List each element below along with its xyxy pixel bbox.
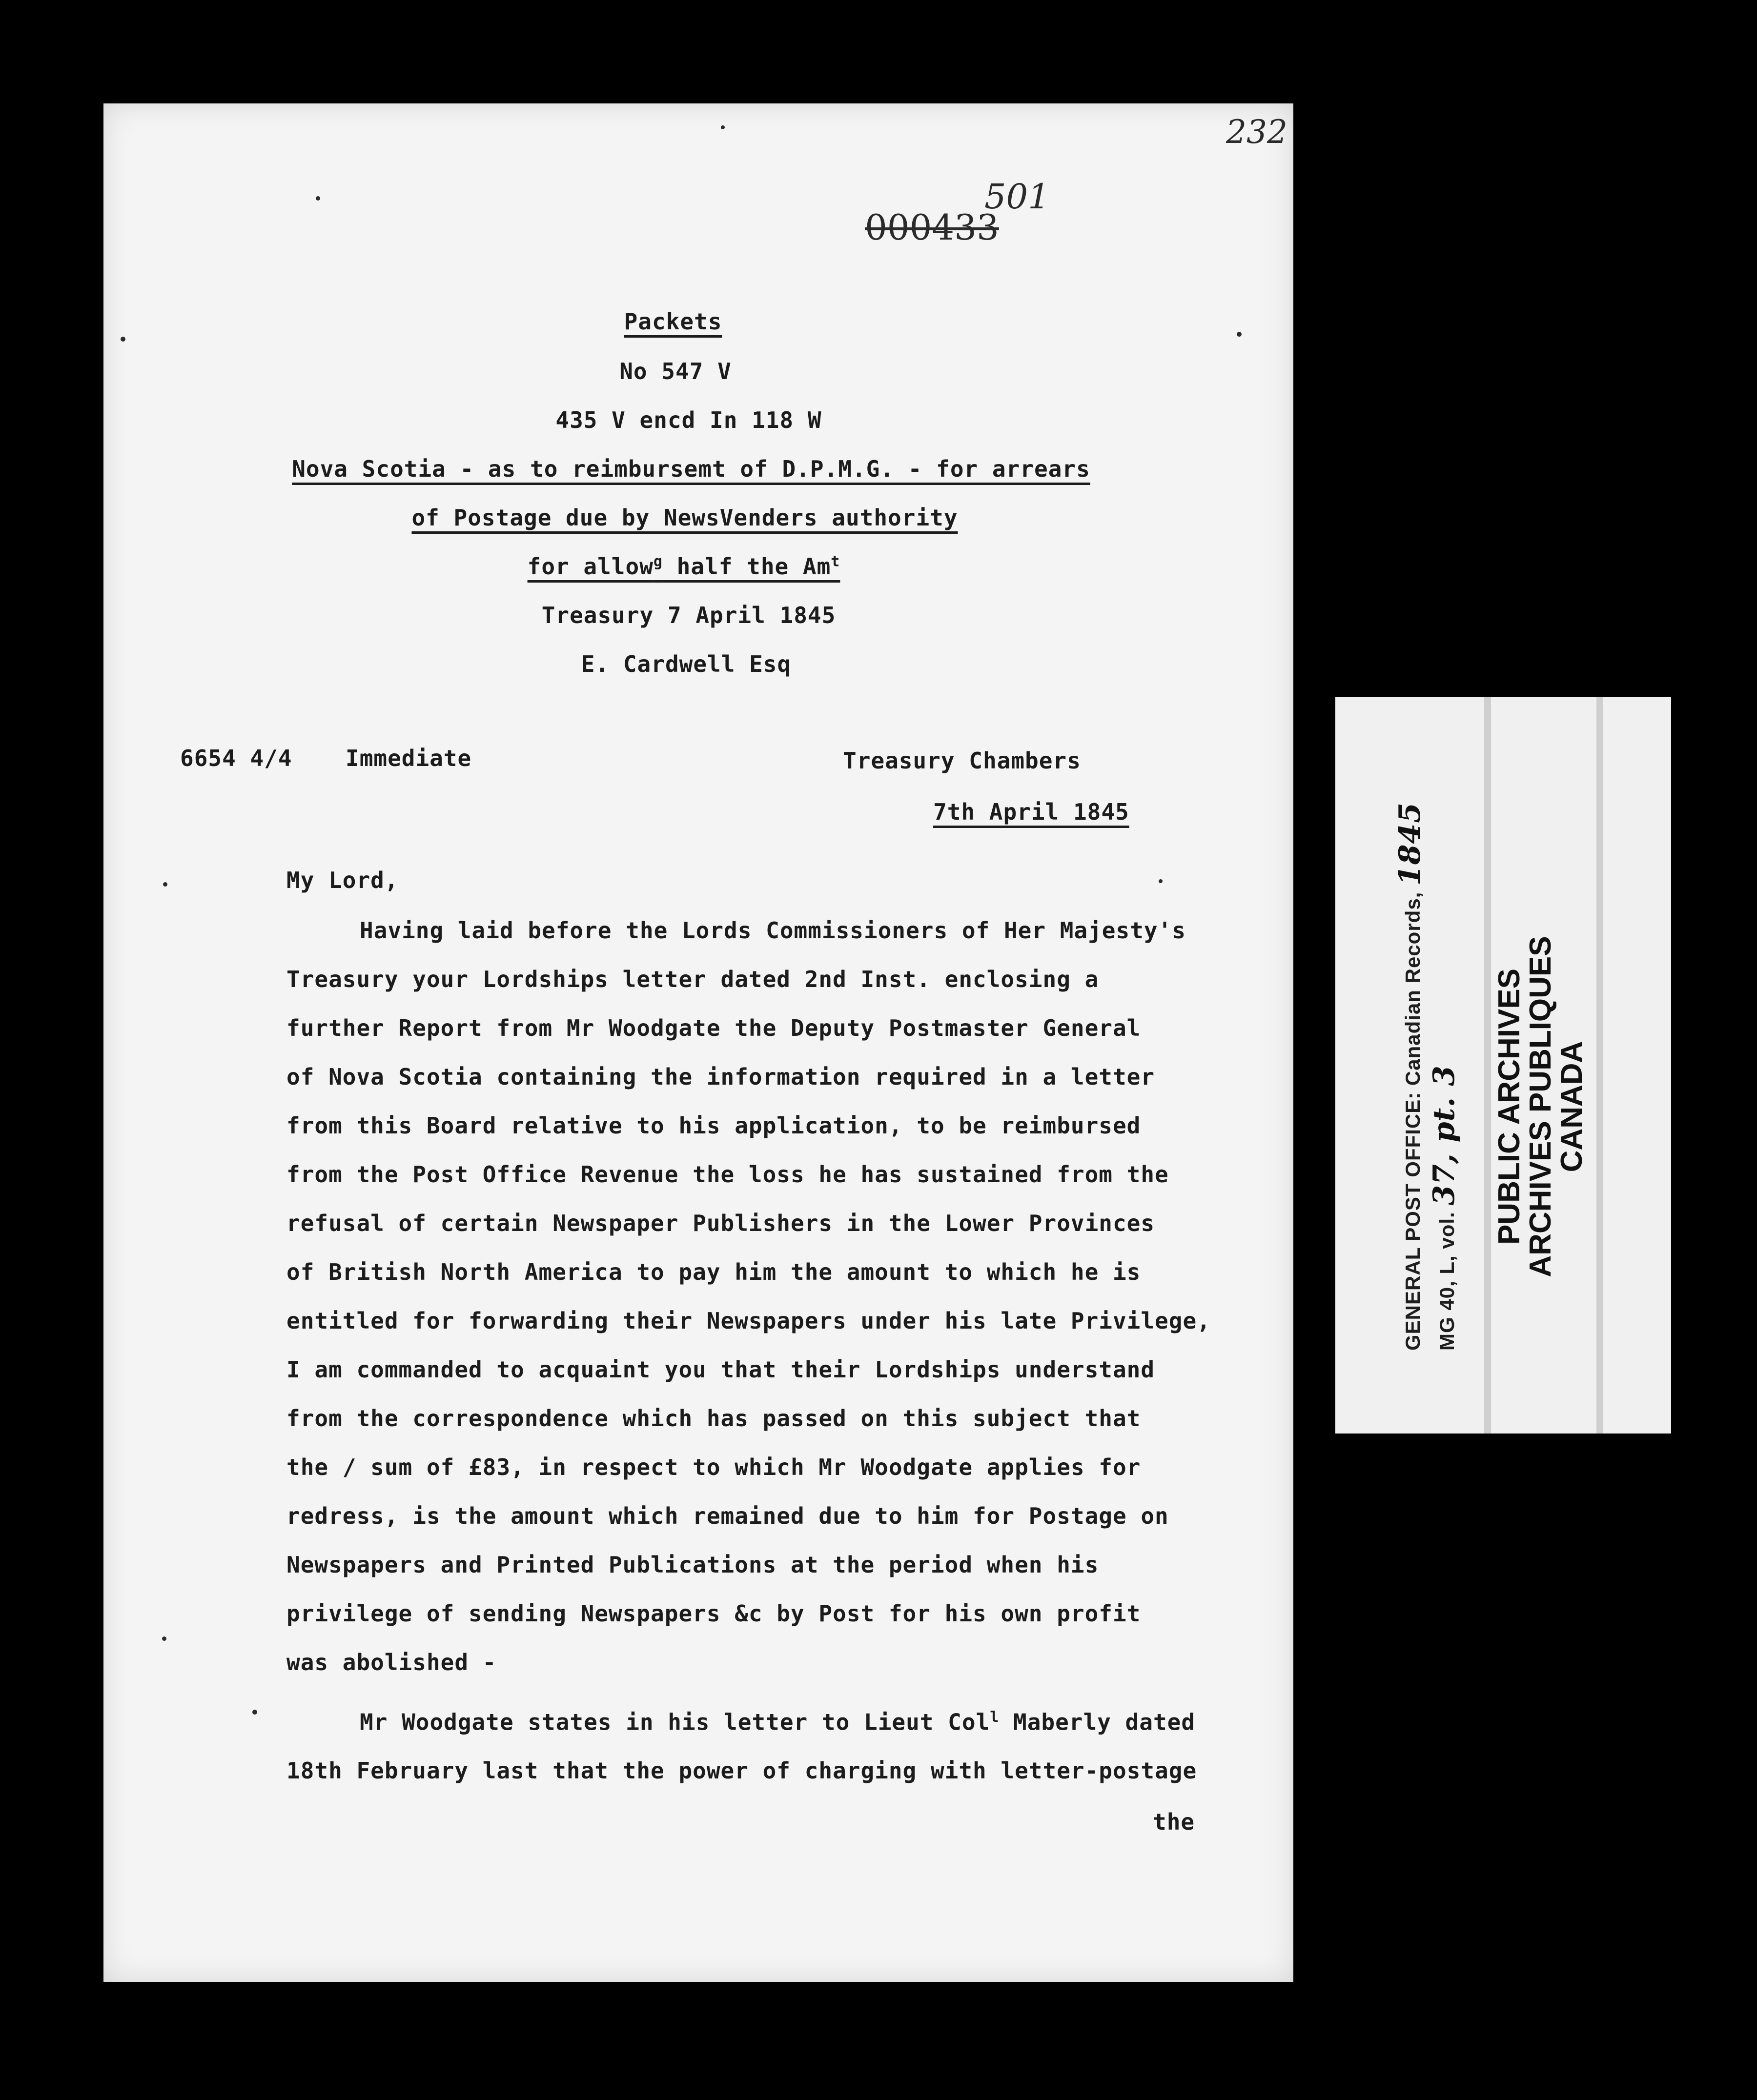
- docket-subject-line-2: of Postage due by NewsVenders authority: [411, 505, 958, 531]
- archive-stamp: [1494, 907, 1588, 1307]
- letter-priority: Immediate: [346, 745, 472, 771]
- folio-new-annotation: 501: [984, 177, 1050, 217]
- paper-speck: [252, 1710, 257, 1715]
- docket-date: Treasury 7 April 1845: [541, 602, 836, 628]
- letter-line: refusal of certain Newspaper Publishers in the Lower Provinces: [286, 1210, 1155, 1236]
- letter-line: redress, is the amount which remained due to him for Postage on: [286, 1503, 1169, 1529]
- archive-label: [1335, 697, 1671, 1434]
- docket-subject-line-1: Nova Scotia - as to reimbursemt of D.P.M.G. - for arrears: [292, 456, 1090, 482]
- folio-old-annotation: 000433: [865, 207, 999, 248]
- docket-number: No 547 V: [619, 358, 732, 384]
- letter-line: from the correspondence which has passed on this subject that: [286, 1405, 1141, 1432]
- archive-series-line-2: MG 40, L, vol. 37, pt. 3: [1427, 1065, 1461, 1351]
- paper-speck: [721, 125, 725, 129]
- letter-place: Treasury Chambers: [843, 747, 1081, 774]
- letter-line: privilege of sending Newspapers &c by Post for his own profit: [286, 1600, 1141, 1627]
- letter-line: Treasury your Lordships letter dated 2nd Inst. enclosing a: [286, 966, 1099, 992]
- letter-line: from the Post Office Revenue the loss he has sustained from the: [286, 1161, 1169, 1188]
- page-number-annotation: 232: [1226, 113, 1287, 151]
- paper-speck: [121, 337, 125, 342]
- docket-subject-line-3: for allow$^g$ half the Am$^t$: [527, 553, 840, 580]
- paper-speck: [1159, 879, 1163, 883]
- letter-reference: 6654 4/4: [180, 745, 292, 771]
- docket-title: Packets: [624, 308, 722, 335]
- archive-stamp-line-2: ARCHIVES PUBLIQUES: [1524, 936, 1557, 1277]
- letter-date: 7th April 1845: [933, 799, 1129, 825]
- letter-line: Having laid before the Lords Commissioners of Her Majesty's: [360, 917, 1186, 944]
- letter-line: of Nova Scotia containing the information required in a letter: [286, 1064, 1155, 1090]
- letter-line: was abolished -: [286, 1649, 497, 1676]
- letter-line: of British North America to pay him the amount to which he is: [286, 1259, 1141, 1285]
- archive-series-line-1: GENERAL POST OFFICE: Canadian Records, 1845: [1393, 802, 1427, 1351]
- paper-speck: [1237, 332, 1242, 337]
- docket-addressee: E. Cardwell Esq: [581, 651, 792, 677]
- paper-speck: [316, 196, 320, 201]
- letter-line: 18th February last that the power of charging with letter-postage: [286, 1757, 1197, 1784]
- letter-salutation: My Lord,: [286, 867, 399, 893]
- letter-line: the / sum of £83, in respect to which Mr Woodgate applies for: [286, 1454, 1141, 1480]
- letter-line: I am commanded to acquaint you that their Lordships understand: [286, 1356, 1155, 1383]
- paper-speck: [162, 1636, 166, 1641]
- archive-stamp-line-3: CANADA: [1555, 1041, 1589, 1172]
- letter-line: entitled for forwarding their Newspapers under his late Privilege,: [286, 1308, 1211, 1334]
- docket-enclosure: 435 V encd In 118 W: [555, 407, 822, 433]
- letter-line: Newspapers and Printed Publications at the period when his: [286, 1552, 1099, 1578]
- archive-stamp-line-1: PUBLIC ARCHIVES: [1492, 968, 1526, 1245]
- catchword: the: [1153, 1809, 1195, 1835]
- letter-line: further Report from Mr Woodgate the Deputy Postmaster General: [286, 1015, 1141, 1041]
- letter-line: from this Board relative to his application, to be reimbursed: [286, 1112, 1141, 1139]
- document-page: [103, 103, 1293, 1982]
- label-divider: [1484, 697, 1491, 1434]
- letter-line: Mr Woodgate states in his letter to Lieut Col$^l$ Maberly dated: [360, 1709, 1196, 1736]
- paper-speck: [163, 882, 167, 887]
- label-divider: [1596, 697, 1603, 1434]
